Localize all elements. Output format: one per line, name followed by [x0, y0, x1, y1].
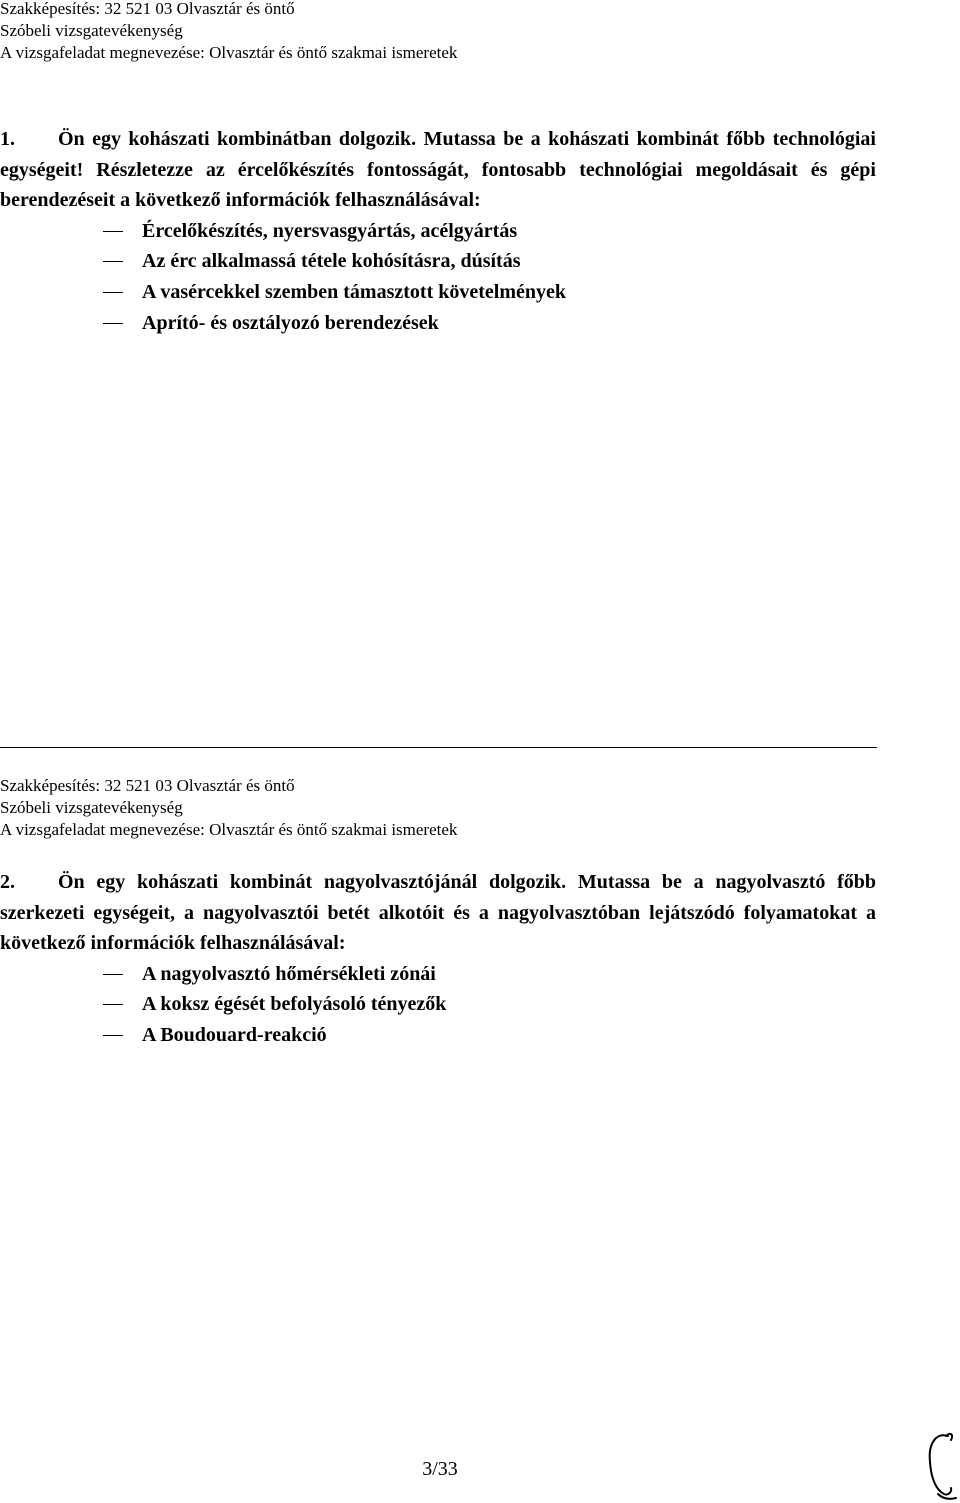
- question-number: 2.: [0, 871, 15, 893]
- dash-bullet: [103, 292, 123, 293]
- header-qualification: Szakképesítés: 32 521 03 Olvasztár és öntő: [0, 0, 295, 18]
- question-1: [0, 124, 876, 338]
- dash-bullet: [103, 231, 123, 232]
- header-qualification: Szakképesítés: 32 521 03 Olvasztár és öntő: [0, 776, 295, 795]
- list-item: A Boudouard-reakció: [0, 1020, 876, 1051]
- dash-bullet: [103, 1035, 123, 1036]
- header-activity: Szóbeli vizsgatevékenység: [0, 798, 183, 817]
- list-item: A vasércekkel szemben támasztott követelmények: [0, 277, 876, 308]
- question-text: Ön egy kohászati kombinát nagyolvasztójánál dolgozik. Mutassa be a nagyolvasztó főbb szerkezeti egységeit, a nagyolvasztói betét alkotóit és a nagyolvasztóban lejátszódó folyamatokat a következő információk felhasználásával:: [0, 871, 876, 955]
- list-item: Aprító- és osztályozó berendezések: [0, 308, 876, 339]
- header-task-name: A vizsgafeladat megnevezése: Olvasztár és öntő szakmai ismeretek: [0, 43, 458, 62]
- dash-bullet: [103, 261, 123, 262]
- question-text: Ön egy kohászati kombinátban dolgozik. Mutassa be a kohászati kombinát főbb technológiai egységeit! Részletezze az ércelőkészítés fontosságát, fontosabb technológiai megoldásait és gépi berendezéseit a következő információk felhasználásával:: [0, 128, 876, 212]
- footer-separator: [0, 747, 877, 748]
- list-item: A koksz égését befolyásoló tényezők: [0, 989, 876, 1020]
- list-item: Ércelőkészítés, nyersvasgyártás, acélgyártás: [0, 216, 876, 247]
- header-activity: Szóbeli vizsgatevékenység: [0, 21, 183, 40]
- dash-bullet: [103, 1004, 123, 1005]
- question-number: 1.: [0, 128, 15, 150]
- header-task-name: A vizsgafeladat megnevezése: Olvasztár és öntő szakmai ismeretek: [0, 820, 458, 839]
- question-2: [0, 867, 876, 1051]
- dash-bullet: [103, 323, 123, 324]
- list-item: A nagyolvasztó hőmérsékleti zónái: [0, 959, 876, 990]
- topic-list: [0, 959, 876, 1051]
- list-item: Az érc alkalmassá tétele kohósításra, dúsítás: [0, 246, 876, 277]
- page-number: 3/33: [422, 1458, 458, 1480]
- dash-bullet: [103, 974, 123, 975]
- signature-mark: [918, 1428, 960, 1503]
- topic-list: [0, 216, 876, 338]
